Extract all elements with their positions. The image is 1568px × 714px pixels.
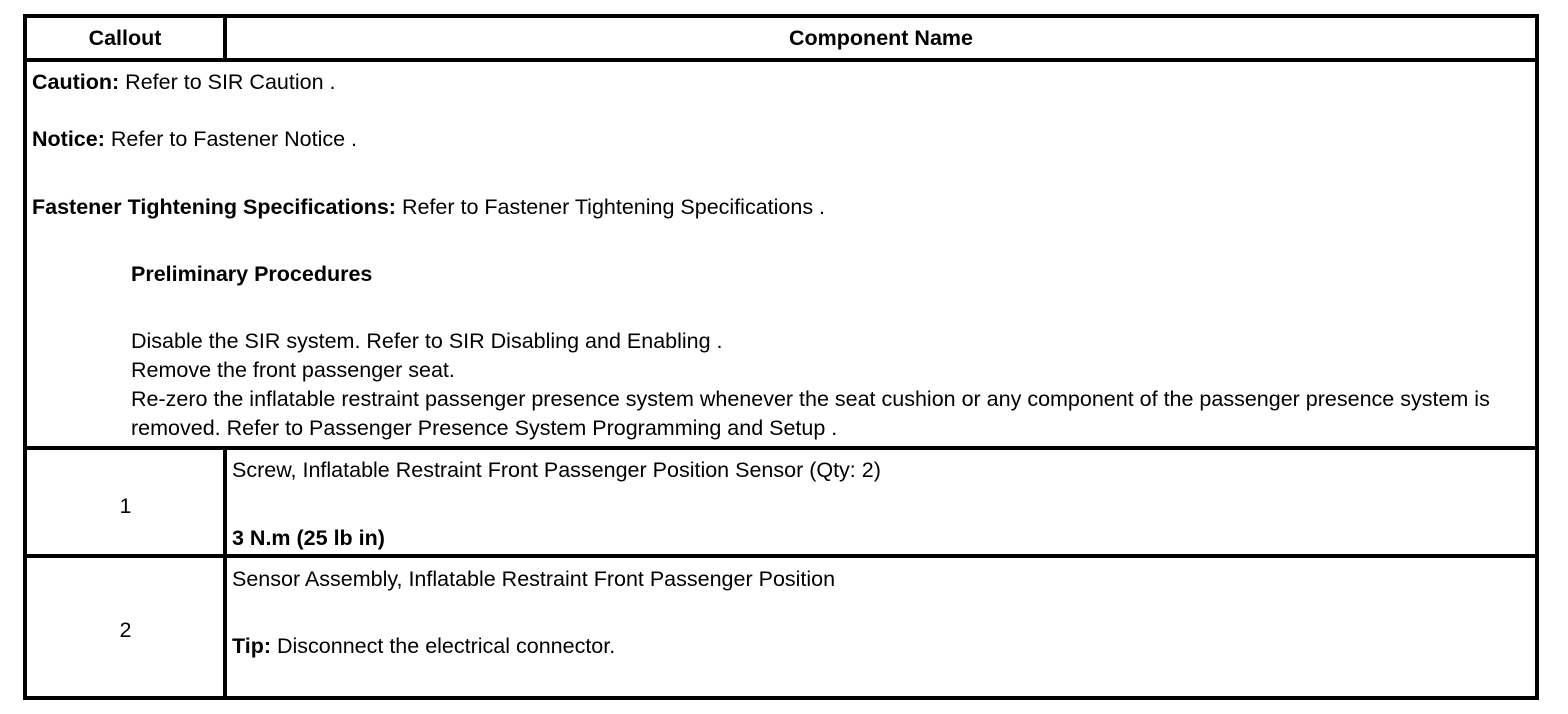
row1-name: Screw, Inflatable Restraint Front Passenger Position Sensor (Qty: 2) xyxy=(232,458,881,482)
row2-tip xyxy=(232,632,615,661)
procedure-item: Re-zero the inflatable restraint passenger presence system whenever the seat cushion or any component of the passenger presence system is removed. Refer to Passenger Presence System Programming and Setup . xyxy=(131,387,1490,440)
row1-spec: 3 N.m (25 lb in) xyxy=(232,526,385,550)
notice-label: Notice: xyxy=(32,127,105,151)
row1-callout: 1 xyxy=(119,494,132,518)
preliminary-heading: Preliminary Procedures xyxy=(131,262,373,286)
header-divider xyxy=(27,58,1535,62)
preliminary-procedures xyxy=(131,327,1521,443)
header-callout: Callout xyxy=(88,26,162,50)
component-table xyxy=(23,14,1539,700)
procedure-item: Disable the SIR system. Refer to SIR Disabling and Enabling . xyxy=(131,329,723,353)
spec-line xyxy=(32,193,825,222)
caution-line xyxy=(32,68,336,97)
spec-text: Refer to Fastener Tightening Specifications . xyxy=(401,195,826,219)
row1-divider xyxy=(27,554,1535,558)
spec-label: Fastener Tightening Specifications: xyxy=(32,195,396,219)
procedure-item: Remove the front passenger seat. xyxy=(131,358,455,382)
rows-column-divider xyxy=(223,446,227,696)
row2-callout: 2 xyxy=(119,618,132,642)
tip-text: Disconnect the electrical connector. xyxy=(277,634,616,658)
notice-text: Refer to Fastener Notice . xyxy=(110,127,358,151)
tip-label: Tip: xyxy=(232,634,272,658)
row2-name: Sensor Assembly, Inflatable Restraint Front Passenger Position xyxy=(232,567,836,591)
notice-line xyxy=(32,125,357,154)
header-component-name: Component Name xyxy=(789,26,973,50)
general-divider xyxy=(27,446,1535,450)
caution-label: Caution: xyxy=(32,70,120,94)
caution-text: Refer to SIR Caution . xyxy=(125,70,336,94)
